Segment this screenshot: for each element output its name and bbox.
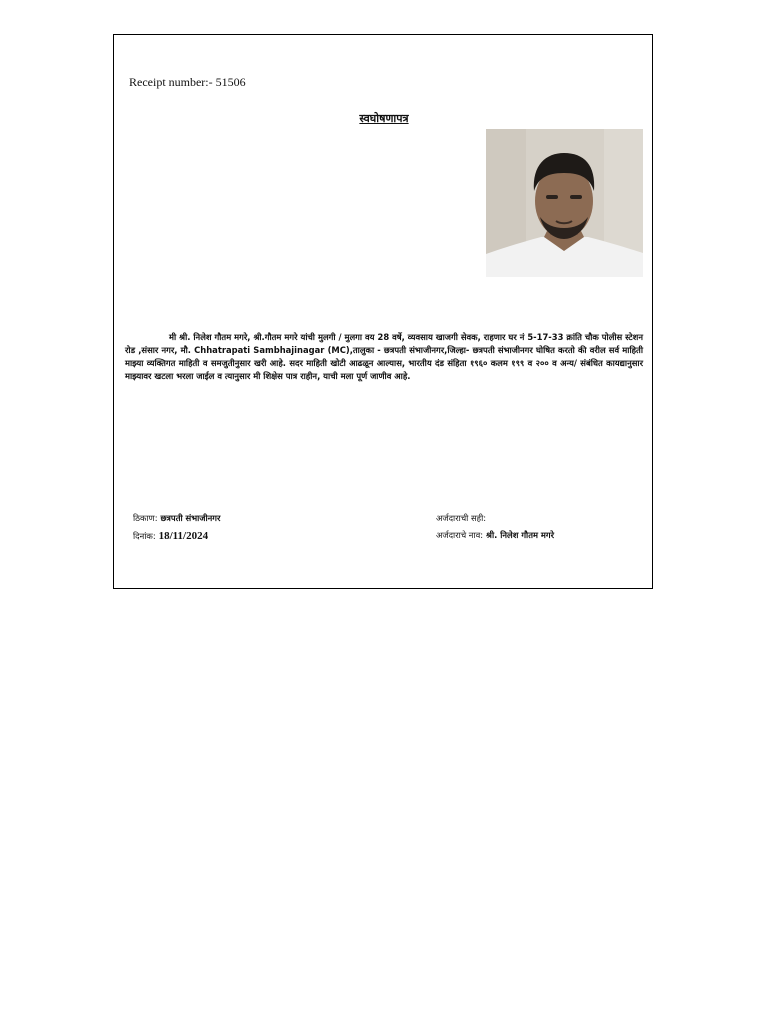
place-value: छत्रपती संभाजीनगर: [160, 513, 221, 523]
document-page: [113, 34, 653, 589]
place-label: ठिकाण:: [133, 513, 158, 523]
date-value: 18/11/2024: [158, 530, 209, 542]
applicant-photo: [486, 129, 643, 277]
date-label: दिनांक:: [133, 531, 156, 541]
document-title: स्वघोषणापत्र: [359, 112, 409, 125]
declaration-text: मी श्री. निलेश गौतम मगरे, श्री.गौतम मगरे यांची मुलगी / मुलगा वय 28 वर्षे, व्यवसाय खाजगी सेवक, राहणार घर नं 5-17-33 क्रांति चौक पोलीस स्टेशन रोड ,संसार नगर, मौ. Chhatrapati Sambhajinagar (MC),तालुका - छत्रपती संभाजीनगर,जिल्हा- छत्रपती संभाजीनगर घोषित करतो की वरील सर्व माहिती माझ्या व्यक्तिगत माहिती व समजुतीनुसार खरी आहे. सदर माहिती खोटी आढळून आल्यास, भारतीय दंड संहिता १९६० कलम १९९ व २०० व अन्य/ संबंधित कायद्यानुसार माझ्यावर खटला भरला जाईल व त्यानुसार मी शिक्षेस पात्र राहीन, याची मला पूर्ण जाणीव आहे.: [125, 332, 643, 381]
declaration-body: [125, 331, 643, 383]
date-field: [133, 530, 208, 542]
receipt-number: Receipt number:- 51506: [129, 75, 246, 89]
signature-field: [436, 513, 486, 524]
applicant-name-field: [436, 530, 554, 541]
applicant-photo-graphic: [486, 129, 643, 277]
signature-label: अर्जदाराची सही:: [436, 513, 487, 523]
place-field: [133, 513, 220, 524]
applicant-name-label: अर्जदाराचे नाव:: [436, 530, 484, 540]
applicant-name-value: श्री. निलेश गौतम मगरे: [486, 530, 555, 540]
